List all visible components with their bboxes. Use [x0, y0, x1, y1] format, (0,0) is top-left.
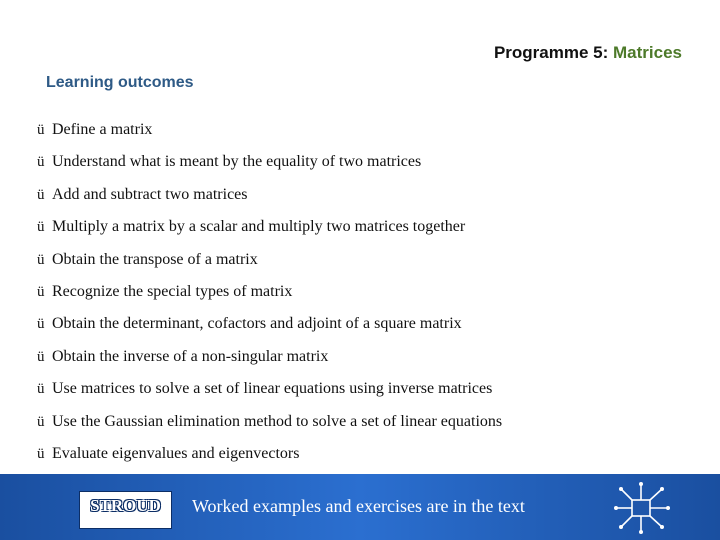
check-icon: ü — [37, 283, 45, 300]
list-item — [37, 347, 502, 379]
check-icon: ü — [37, 445, 45, 462]
learning-outcomes-list — [37, 120, 502, 476]
check-icon: ü — [37, 186, 45, 203]
check-icon: ü — [37, 413, 45, 430]
check-icon: ü — [37, 316, 45, 333]
list-item — [37, 444, 502, 476]
check-icon: ü — [37, 122, 45, 138]
outcome-text: Add and subtract two matrices — [52, 185, 248, 203]
list-item — [37, 152, 502, 184]
list-item — [37, 314, 502, 346]
check-icon: ü — [37, 348, 45, 365]
outcome-text: Obtain the determinant, cofactors and adjoint of a square matrix — [52, 315, 462, 333]
outcome-text: Recognize the special types of matrix — [52, 282, 293, 300]
list-item — [37, 217, 502, 249]
list-item — [37, 185, 502, 217]
check-icon: ü — [37, 251, 45, 268]
outcome-text: Use matrices to solve a set of linear equations using inverse matrices — [52, 380, 493, 398]
stroud-label: STROUD — [90, 496, 161, 515]
outcome-text: Obtain the inverse of a non-singular matrix — [52, 347, 329, 365]
page-title — [494, 43, 682, 63]
check-icon: ü — [37, 219, 45, 236]
outcome-text: Define a matrix — [52, 121, 153, 138]
stroud-logo-box — [79, 491, 172, 529]
outcome-text: Evaluate eigenvalues and eigenvectors — [52, 444, 300, 462]
list-item — [37, 250, 502, 282]
outcome-text: Multiply a matrix by a scalar and multiply two matrices together — [52, 218, 466, 236]
list-item — [37, 282, 502, 314]
list-item — [37, 412, 502, 444]
section-subtitle: Learning outcomes — [46, 74, 194, 91]
title-topic: Matrices — [613, 43, 682, 62]
check-icon: ü — [37, 154, 45, 171]
check-icon: ü — [37, 381, 45, 398]
list-item — [37, 120, 502, 152]
outcome-text: Understand what is meant by the equality of two matrices — [52, 153, 422, 171]
footer-note: Worked examples and exercises are in the text — [192, 496, 525, 516]
title-prefix: Programme 5: — [493, 43, 609, 62]
network-logo-icon — [612, 480, 672, 536]
outcome-text: Obtain the transpose of a matrix — [52, 250, 258, 268]
footer-bar — [0, 474, 720, 540]
outcome-text: Use the Gaussian elimination method to solve a set of linear equations — [52, 412, 503, 430]
list-item — [37, 379, 502, 411]
